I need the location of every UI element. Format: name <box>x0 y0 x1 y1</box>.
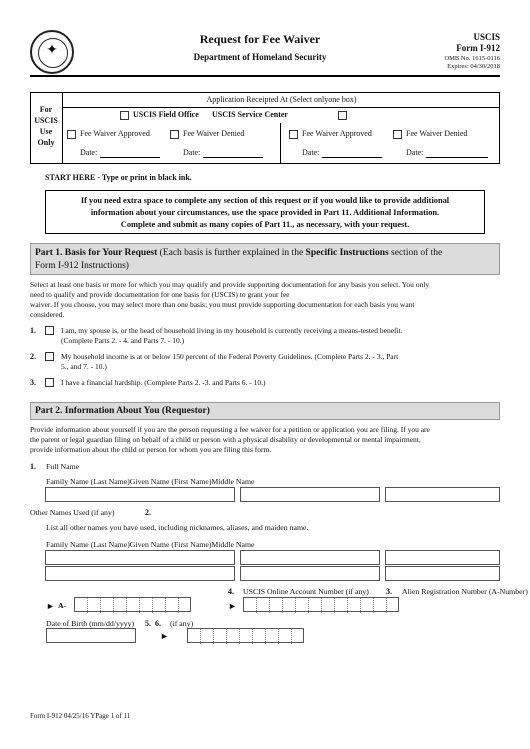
part2-intro: Provide information about yourself if you are the person requesting a fee waiver for a petition or application you are filing. If you are the parent or legal guardian filing on behalf of a child or person with a physical disability or developmental or mental impairment, provide information about the child or person for whom you are filing this form. <box>30 425 430 454</box>
basis-3-text: I have a financial hardship. (Complete Parts 2. -3. and Parts 6. - 10.) <box>61 378 266 387</box>
expiration-date: Expires: 04/30/2018 <box>447 63 500 70</box>
q3-number: 3. <box>386 587 392 596</box>
right-denied-checkbox[interactable] <box>393 130 402 139</box>
part2-header: Part 2. Information About You (Requestor) <box>30 402 500 420</box>
other-middle-name-input-1[interactable] <box>385 550 500 565</box>
other-family-name-input-1[interactable] <box>45 550 235 565</box>
q5-number: 5. <box>145 619 151 628</box>
if-any-label: (if any) <box>170 619 194 628</box>
basis-3-checkbox[interactable] <box>45 378 54 387</box>
right-approved-label: Fee Waiver Approved <box>302 129 372 138</box>
other-middle-name-input-2[interactable] <box>385 566 500 581</box>
form-title: Request for Fee Waiver <box>199 32 321 46</box>
other-names-label: Other Names Used (if any) <box>30 508 115 517</box>
uscis-use-only-label: For USCIS Use Only <box>30 92 63 164</box>
name-column-labels: Family Name (Last Name)Given Name (First Name)Middle Name <box>46 477 255 486</box>
left-denied-date-label: Date: <box>183 148 201 157</box>
a-number-label: Alien Registration Number (A-Number) <box>402 587 528 596</box>
basis-2-checkbox[interactable] <box>45 352 54 361</box>
middle-name-input[interactable] <box>385 487 500 502</box>
list-other-names-label: List all other names you have used, including nicknames, aliases, and maiden name. <box>46 523 309 532</box>
q2-number: 2. <box>145 508 151 517</box>
right-approved-checkbox[interactable] <box>289 130 298 139</box>
right-denied-date-label: Date: <box>406 148 424 157</box>
given-name-input[interactable] <box>240 487 380 502</box>
ssn-arrow-icon: ► <box>160 631 169 641</box>
dhs-seal-icon: ✦ <box>30 30 74 74</box>
left-approved-date-label: Date: <box>80 148 98 157</box>
extra-space-notice: If you need extra space to complete any section of this request or if you would like to provide additional information about your circumstances, use the space provided in Part 11. Additional Information. Complete and submit as many copies of Part 11., as necessary, with your request. <box>45 190 485 234</box>
q6-number: 6. <box>155 619 161 628</box>
form-number: Form I-912 <box>456 43 500 53</box>
name-column-labels-2: Family Name (Last Name)Given Name (First Name)Middle Name <box>46 540 255 549</box>
dob-input[interactable] <box>46 628 136 643</box>
receipt-heading: Application Receipted At (Select onlyone box) <box>63 92 500 108</box>
right-approved-date-label: Date: <box>302 148 320 157</box>
basis-2-text: My household income is at or below 150 percent of the Federal Poverty Guidelines. (Complete Parts 2. - 3., Part 5., and 7. - 10.) <box>61 352 399 371</box>
receipt-divider <box>280 123 281 164</box>
service-center-label: USCIS Service Center <box>212 110 288 119</box>
a-number-prefix: A- <box>58 601 67 610</box>
start-here-instruction: START HERE - Type or print in black ink. <box>45 173 192 182</box>
q1-number: 1. <box>30 462 36 471</box>
other-given-name-input-1[interactable] <box>240 550 380 565</box>
full-name-label: Full Name <box>46 462 80 471</box>
online-account-input[interactable] <box>243 597 399 612</box>
part1-intro: Select at least one basis or more for which you may qualify and provide supporting documentation for any basis you select. You only need to qualify and provide documentation for one basis for (USCIS) to grant your fee waiver. If you choose, you may select more than one basis; you must provide supporting documentation for each basis you want considered. <box>30 280 430 319</box>
left-denied-checkbox[interactable] <box>170 130 179 139</box>
basis-3-number: 3. <box>30 378 36 387</box>
part1-header: Part 1. Basis for Your Request (Each basis is further explained in the Specific Instructions section of the Form I-912 Instructions) <box>30 243 500 275</box>
left-approved-label: Fee Waiver Approved <box>80 129 150 138</box>
left-denied-date-field[interactable] <box>203 148 263 158</box>
right-approved-date-field[interactable] <box>322 148 382 158</box>
agency-label: USCIS <box>473 32 500 42</box>
service-center-checkbox[interactable] <box>338 111 347 120</box>
basis-2-number: 2. <box>30 352 36 361</box>
basis-1-checkbox[interactable] <box>45 326 54 335</box>
field-office-label: USCIS Field Office <box>133 110 199 119</box>
omb-number: OMB No. 1615-0116 <box>444 55 500 62</box>
field-office-checkbox[interactable] <box>120 111 129 120</box>
ssn-input[interactable] <box>187 628 304 643</box>
left-approved-date-field[interactable] <box>100 148 160 158</box>
dob-label: Date of Birth (mm/dd/yyyy) <box>46 619 135 628</box>
basis-1-text: I am, my spouse is, or the head of household living in my household is currently receiving a means-tested benefit. (Complete Parts 2. - 4. and Parts 7. - 10.) <box>61 326 403 345</box>
family-name-input[interactable] <box>45 487 235 502</box>
online-account-label: USCIS Online Account Number (if any) <box>243 587 369 596</box>
basis-1-number: 1. <box>30 326 36 335</box>
left-approved-checkbox[interactable] <box>67 130 76 139</box>
right-denied-date-field[interactable] <box>426 148 488 158</box>
department-name: Department of Homeland Security <box>193 52 327 62</box>
left-denied-label: Fee Waiver Denied <box>183 129 245 138</box>
page-footer: Form I-912 04/25/16 YPage 1 of 11 <box>30 712 131 720</box>
header-divider <box>30 75 500 77</box>
right-denied-label: Fee Waiver Denied <box>406 129 468 138</box>
other-given-name-input-2[interactable] <box>240 566 380 581</box>
q4-number: 4. <box>228 587 234 596</box>
online-account-arrow-icon: ► <box>228 601 237 611</box>
other-family-name-input-2[interactable] <box>45 566 235 581</box>
a-number-arrow-icon: ► <box>46 601 55 611</box>
a-number-input[interactable] <box>74 597 191 612</box>
